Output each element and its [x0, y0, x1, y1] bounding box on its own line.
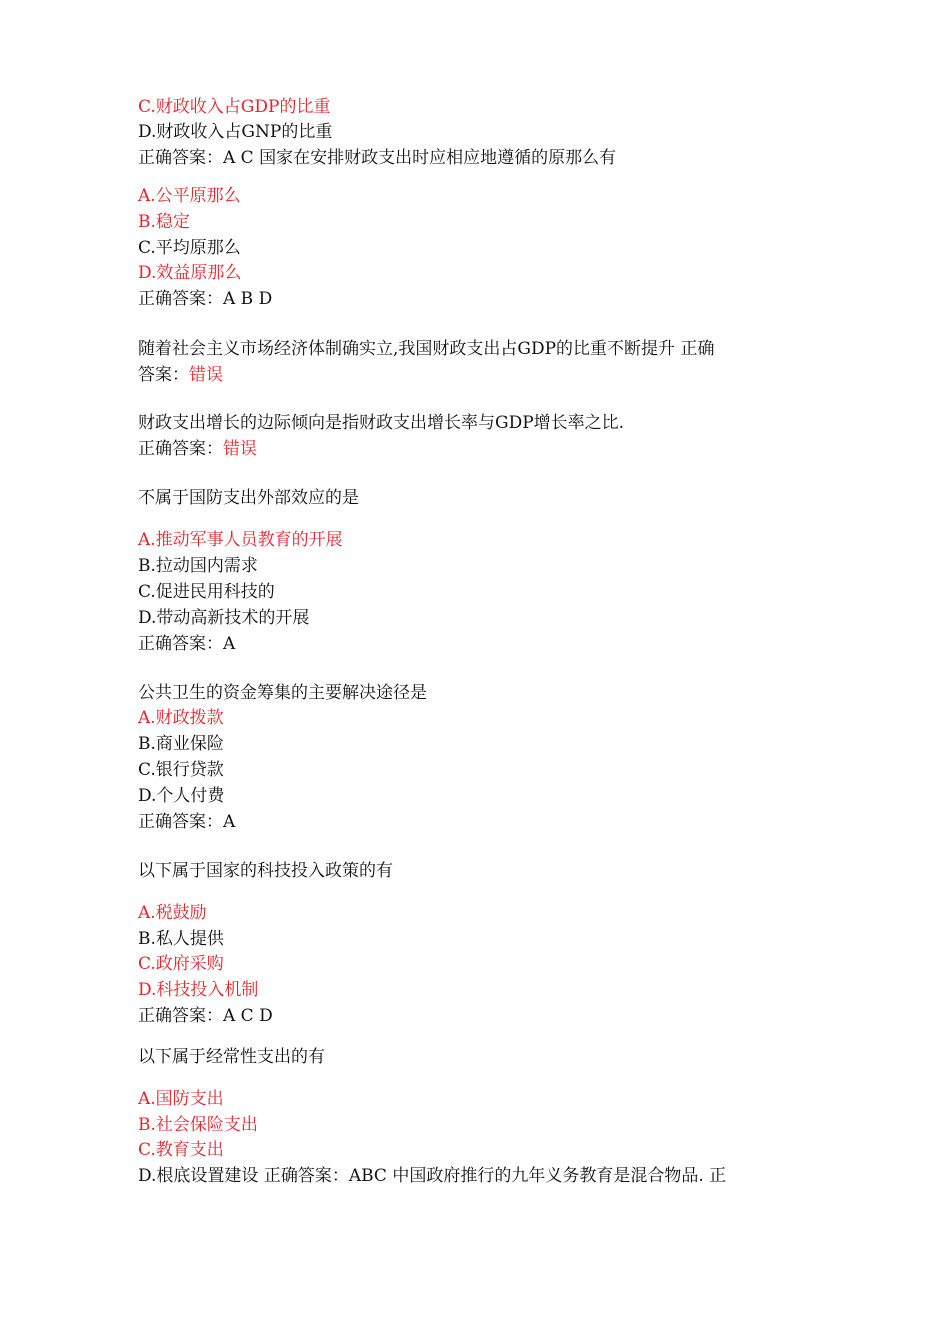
option-d-correct: D.效益原那么: [138, 263, 242, 283]
option-c: C.促进民用科技的: [138, 582, 275, 602]
question-text: 随着社会主义市场经济体制确实立,我国财政支出占GDP的比重不断提升 正确: [138, 339, 715, 359]
option-c-correct: C.政府采购: [138, 954, 224, 974]
option-c-correct: C.教育支出: [138, 1140, 224, 1160]
option-b-correct: B.社会保险支出: [138, 1115, 258, 1135]
answer-value: 错误: [189, 365, 223, 385]
option-d: D.个人付费: [138, 786, 225, 806]
correct-answer: 正确答案：A B D: [138, 289, 273, 309]
option-c: C.平均原那么: [138, 238, 241, 258]
option-a-correct: A.财政拨款: [138, 708, 224, 728]
answer-value: 错误: [223, 439, 257, 459]
answer-label: 答案：: [138, 365, 189, 385]
option-c-correct: C.财政收入占GDP的比重: [138, 97, 331, 117]
correct-answer: 正确答案：A: [138, 812, 236, 832]
option-a-correct: A.推动军事人员教育的开展: [138, 530, 343, 550]
option-a-correct: A.税鼓励: [138, 903, 207, 923]
question-text: 以下属于经常性支出的有: [138, 1047, 325, 1067]
option-c: C.银行贷款: [138, 760, 224, 780]
question-text: 以下属于国家的科技投入政策的有: [138, 861, 393, 881]
answer-line: [138, 438, 257, 460]
correct-answer: 正确答案：A C D: [138, 1006, 273, 1026]
answer-line: [138, 364, 223, 386]
answer-and-question: 正确答案：A C 国家在安排财政支出时应相应地遵循的原那么有: [138, 148, 617, 168]
option-d-correct: D.科技投入机制: [138, 980, 259, 1000]
correct-answer: 正确答案：A: [138, 634, 236, 654]
question-text: 不属于国防支出外部效应的是: [138, 488, 359, 508]
question-text: 财政支出增长的边际倾向是指财政支出增长率与GDP增长率之比.: [138, 413, 625, 433]
option-b: B.拉动国内需求: [138, 556, 258, 576]
option-d: D.财政收入占GNP的比重: [138, 122, 333, 142]
option-d-and-next: D.根底设置建设 正确答案：ABC 中国政府推行的九年义务教育是混合物品. 正: [138, 1166, 727, 1186]
option-a-correct: A.国防支出: [138, 1089, 224, 1109]
option-b: B.商业保险: [138, 734, 224, 754]
answer-label: 正确答案：: [138, 439, 223, 459]
option-d: D.带动高新技术的开展: [138, 608, 310, 628]
option-a-correct: A.公平原那么: [138, 186, 241, 206]
option-b-correct: B.稳定: [138, 212, 190, 232]
option-b: B.私人提供: [138, 929, 224, 949]
question-text: 公共卫生的资金筹集的主要解决途径是: [138, 683, 427, 703]
